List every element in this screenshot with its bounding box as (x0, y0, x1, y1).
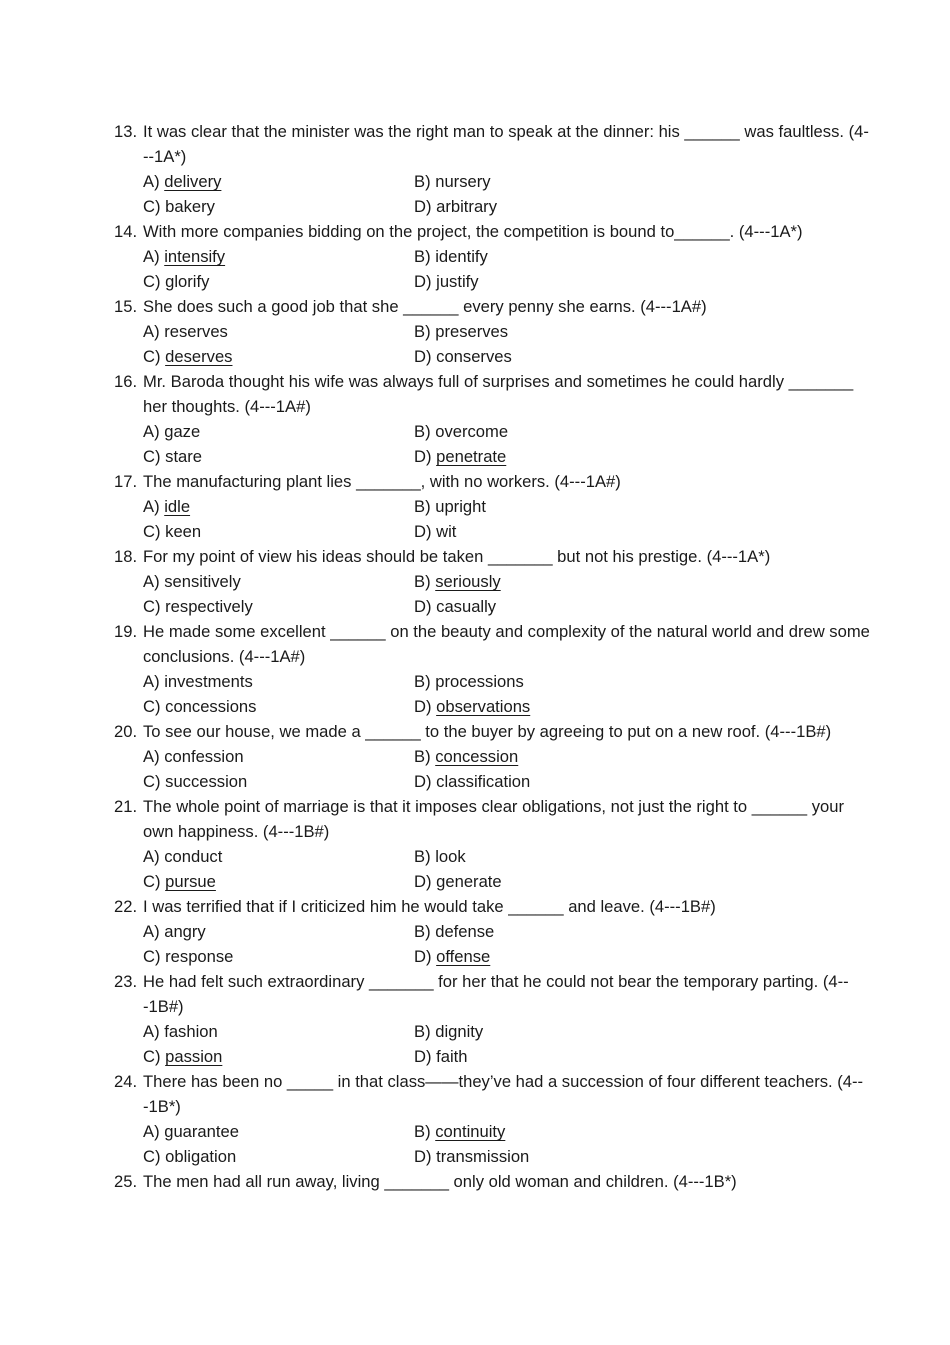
option-letter: C) (143, 872, 161, 891)
option-text: investments (164, 672, 253, 691)
option-letter: B) (414, 172, 431, 191)
option-c (143, 269, 209, 294)
option-letter: A) (143, 497, 160, 516)
option-row (114, 194, 874, 219)
option-d (414, 944, 490, 969)
option-text: faith (436, 1047, 468, 1066)
question-text: The men had all run away, living _______ only old woman and children. (4---1B*) (143, 1172, 737, 1191)
question-number: 20. (114, 722, 138, 741)
option-a (143, 569, 241, 594)
option-letter: D) (414, 522, 432, 541)
question-number: 25. (114, 1172, 138, 1191)
option-letter: C) (143, 197, 161, 216)
option-c (143, 869, 216, 894)
question-17 (114, 469, 874, 544)
option-d (414, 769, 530, 794)
question-22 (114, 894, 874, 969)
option-text: look (435, 847, 466, 866)
option-text: conserves (436, 347, 512, 366)
question-text: Mr. Baroda thought his wife was always full of surprises and sometimes he could hardly _______ her thoughts. (4---1A#) (143, 372, 854, 416)
option-text: guarantee (164, 1122, 239, 1141)
option-a (143, 419, 200, 444)
option-text: generate (436, 872, 502, 891)
option-letter: A) (143, 847, 160, 866)
option-letter: A) (143, 422, 160, 441)
question-list (114, 119, 874, 1194)
option-letter: D) (414, 597, 432, 616)
option-text: confession (164, 747, 244, 766)
option-text: identify (435, 247, 488, 266)
question-21 (114, 794, 874, 894)
option-letter: D) (414, 1147, 432, 1166)
option-c (143, 194, 215, 219)
question-text: The manufacturing plant lies _______, with no workers. (4---1A#) (143, 472, 621, 491)
option-text: transmission (436, 1147, 530, 1166)
option-row (114, 269, 874, 294)
option-c (143, 444, 202, 469)
option-b (414, 669, 524, 694)
option-b (414, 494, 486, 519)
question-number: 17. (114, 472, 138, 491)
option-row (114, 844, 874, 869)
option-a (143, 319, 228, 344)
option-b (414, 919, 494, 944)
option-letter: A) (143, 672, 160, 691)
question-number: 15. (114, 297, 138, 316)
question-text: It was clear that the minister was the right man to speak at the dinner: his ______ was faultless. (4---1A*) (143, 122, 869, 166)
option-row (114, 669, 874, 694)
option-letter: D) (414, 872, 432, 891)
option-a (143, 169, 221, 194)
question-number: 18. (114, 547, 138, 566)
option-a (143, 1119, 239, 1144)
option-text: justify (436, 272, 479, 291)
option-text: angry (164, 922, 206, 941)
option-letter: B) (414, 672, 431, 691)
option-text: reserves (164, 322, 228, 341)
option-text: fashion (164, 1022, 218, 1041)
option-letter: C) (143, 522, 161, 541)
question-text: For my point of view his ideas should be taken _______ but not his prestige. (4---1A*) (143, 547, 771, 566)
option-letter: A) (143, 922, 160, 941)
question-stem (114, 794, 874, 844)
option-text: defense (435, 922, 495, 941)
question-stem (114, 544, 874, 569)
option-text: conduct (164, 847, 223, 866)
option-b (414, 1019, 483, 1044)
question-text: To see our house, we made a ______ to the buyer by agreeing to put on a new roof. (4---1B#) (143, 722, 832, 741)
option-letter: C) (143, 447, 161, 466)
option-text: glorify (165, 272, 210, 291)
option-c (143, 769, 247, 794)
option-c (143, 944, 233, 969)
question-text: The whole point of marriage is that it imposes clear obligations, not just the right to ______ your own happiness. (4---1B#) (143, 797, 845, 841)
option-d (414, 869, 502, 894)
option-text: nursery (435, 172, 491, 191)
option-text: stare (165, 447, 203, 466)
option-letter: D) (414, 197, 432, 216)
option-c (143, 1144, 236, 1169)
option-letter: C) (143, 947, 161, 966)
option-letter: D) (414, 772, 432, 791)
question-number: 24. (114, 1072, 138, 1091)
option-b (414, 569, 501, 594)
option-row (114, 944, 874, 969)
question-stem (114, 1069, 874, 1119)
option-row (114, 569, 874, 594)
question-stem (114, 619, 874, 669)
question-text: He made some excellent ______ on the beauty and complexity of the natural world and drew some conclusions. (4---1A#) (143, 622, 870, 666)
option-b (414, 244, 488, 269)
question-stem (114, 369, 874, 419)
option-letter: B) (414, 572, 431, 591)
option-row (114, 244, 874, 269)
question-stem (114, 969, 874, 1019)
question-15 (114, 294, 874, 369)
question-stem (114, 219, 874, 244)
option-letter: D) (414, 1047, 432, 1066)
question-18 (114, 544, 874, 619)
option-row (114, 869, 874, 894)
question-stem (114, 1169, 874, 1194)
option-text: response (165, 947, 234, 966)
question-number: 23. (114, 972, 138, 991)
option-a (143, 744, 244, 769)
option-letter: C) (143, 772, 161, 791)
option-text-answer: observations (436, 697, 531, 716)
option-b (414, 844, 466, 869)
option-letter: A) (143, 747, 160, 766)
option-text: concessions (165, 697, 257, 716)
option-letter: A) (143, 572, 160, 591)
option-row (114, 419, 874, 444)
option-row (114, 169, 874, 194)
option-row (114, 1144, 874, 1169)
question-stem (114, 894, 874, 919)
option-text-answer: pursue (165, 872, 216, 891)
option-d (414, 269, 479, 294)
option-b (414, 319, 508, 344)
option-text: overcome (435, 422, 509, 441)
option-letter: B) (414, 1122, 431, 1141)
option-text: upright (435, 497, 486, 516)
option-letter: B) (414, 847, 431, 866)
option-text: succession (165, 772, 248, 791)
question-text: There has been no _____ in that class——they’ve had a succession of four different teachers. (4---1B*) (143, 1072, 864, 1116)
option-text: wit (436, 522, 457, 541)
option-text-answer: seriously (435, 572, 501, 591)
option-text-answer: idle (164, 497, 191, 516)
option-text-answer: passion (165, 1047, 223, 1066)
option-row (114, 744, 874, 769)
question-number: 16. (114, 372, 138, 391)
option-c (143, 1044, 222, 1069)
option-d (414, 344, 512, 369)
option-a (143, 494, 190, 519)
question-16 (114, 369, 874, 469)
question-stem (114, 119, 874, 169)
option-row (114, 1119, 874, 1144)
option-letter: C) (143, 347, 161, 366)
question-text: She does such a good job that she ______ every penny she earns. (4---1A#) (143, 297, 707, 316)
option-letter: A) (143, 1122, 160, 1141)
option-letter: C) (143, 1147, 161, 1166)
option-letter: D) (414, 947, 432, 966)
option-text: keen (165, 522, 202, 541)
option-row (114, 519, 874, 544)
option-letter: D) (414, 447, 432, 466)
option-letter: B) (414, 747, 431, 766)
option-text-answer: delivery (164, 172, 222, 191)
option-b (414, 1119, 505, 1144)
option-text: obligation (165, 1147, 237, 1166)
option-row (114, 444, 874, 469)
question-text: With more companies bidding on the project, the competition is bound to______. (4---1A*) (143, 222, 803, 241)
option-d (414, 1144, 529, 1169)
option-text-answer: penetrate (436, 447, 507, 466)
option-a (143, 669, 253, 694)
option-row (114, 919, 874, 944)
option-letter: D) (414, 272, 432, 291)
option-letter: A) (143, 247, 160, 266)
option-letter: D) (414, 697, 432, 716)
option-a (143, 844, 222, 869)
option-row (114, 1044, 874, 1069)
option-letter: B) (414, 497, 431, 516)
option-row (114, 594, 874, 619)
option-b (414, 419, 508, 444)
option-d (414, 694, 530, 719)
option-a (143, 1019, 218, 1044)
question-14 (114, 219, 874, 294)
question-number: 14. (114, 222, 138, 241)
option-text-answer: continuity (435, 1122, 506, 1141)
option-letter: A) (143, 322, 160, 341)
option-letter: B) (414, 422, 431, 441)
option-letter: A) (143, 1022, 160, 1041)
question-24 (114, 1069, 874, 1169)
option-text: casually (436, 597, 497, 616)
option-row (114, 344, 874, 369)
question-25 (114, 1169, 874, 1194)
option-b (414, 169, 491, 194)
option-row (114, 494, 874, 519)
option-text: sensitively (164, 572, 241, 591)
option-a (143, 919, 206, 944)
option-letter: A) (143, 172, 160, 191)
question-stem (114, 469, 874, 494)
option-text: gaze (164, 422, 201, 441)
option-letter: B) (414, 922, 431, 941)
option-b (414, 744, 518, 769)
option-text: arbitrary (436, 197, 497, 216)
option-text: processions (435, 672, 524, 691)
option-c (143, 519, 201, 544)
option-text: classification (436, 772, 531, 791)
question-stem (114, 294, 874, 319)
question-number: 22. (114, 897, 138, 916)
option-text: bakery (165, 197, 215, 216)
option-letter: B) (414, 322, 431, 341)
question-20 (114, 719, 874, 794)
option-c (143, 594, 253, 619)
option-d (414, 594, 496, 619)
option-d (414, 194, 497, 219)
option-row (114, 1019, 874, 1044)
option-row (114, 319, 874, 344)
option-c (143, 344, 232, 369)
option-row (114, 694, 874, 719)
option-d (414, 1044, 468, 1069)
option-text-answer: offense (436, 947, 491, 966)
option-text-answer: deserves (165, 347, 233, 366)
option-letter: C) (143, 597, 161, 616)
option-text: dignity (435, 1022, 484, 1041)
question-number: 21. (114, 797, 138, 816)
option-letter: D) (414, 347, 432, 366)
option-letter: C) (143, 697, 161, 716)
option-letter: C) (143, 1047, 161, 1066)
question-text: He had felt such extraordinary _______ for her that he could not bear the temporary parting. (4---1B#) (143, 972, 849, 1016)
option-letter: C) (143, 272, 161, 291)
option-c (143, 694, 256, 719)
option-text: respectively (165, 597, 253, 616)
question-text: I was terrified that if I criticized him he would take ______ and leave. (4---1B#) (143, 897, 716, 916)
question-stem (114, 719, 874, 744)
option-letter: B) (414, 1022, 431, 1041)
option-row (114, 769, 874, 794)
option-d (414, 444, 506, 469)
question-13 (114, 119, 874, 219)
option-letter: B) (414, 247, 431, 266)
option-text-answer: concession (435, 747, 519, 766)
option-d (414, 519, 456, 544)
question-number: 19. (114, 622, 138, 641)
question-23 (114, 969, 874, 1069)
option-a (143, 244, 225, 269)
option-text-answer: intensify (164, 247, 226, 266)
question-number: 13. (114, 122, 138, 141)
option-text: preserves (435, 322, 509, 341)
question-19 (114, 619, 874, 719)
